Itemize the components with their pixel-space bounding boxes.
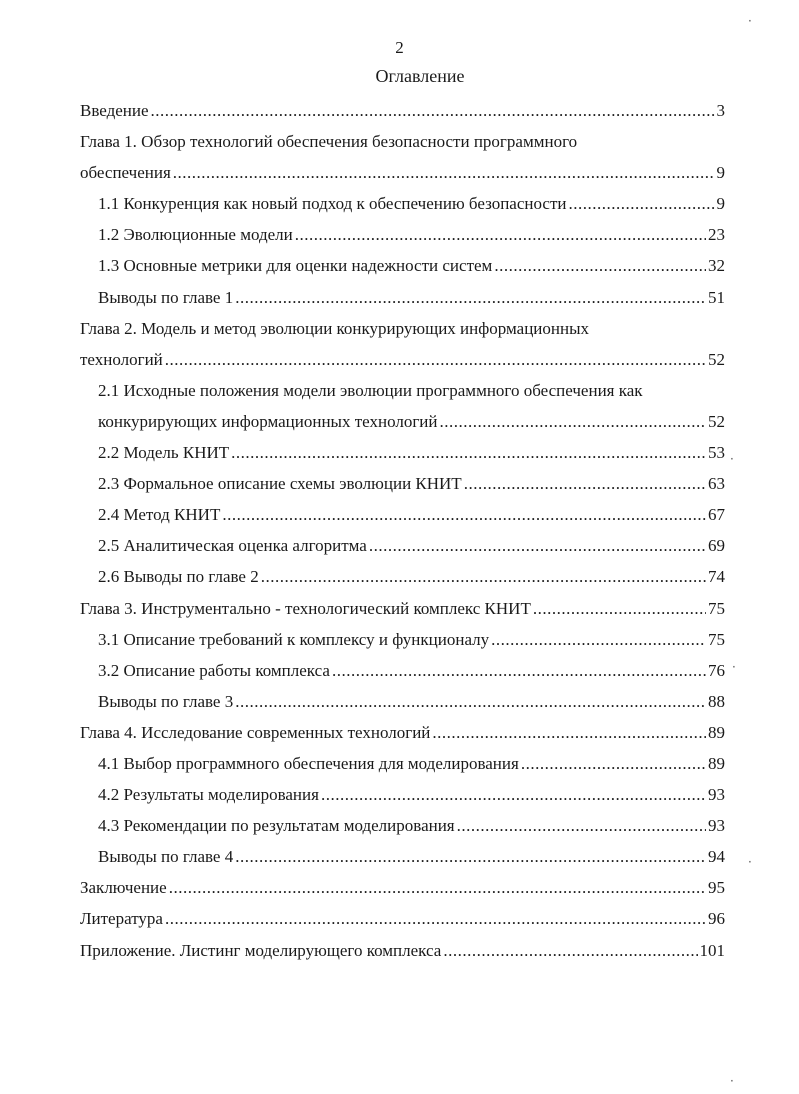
toc-entry-text: Приложение. Листинг моделирующего комплекса xyxy=(80,940,442,960)
toc-entry[interactable] xyxy=(80,935,725,966)
toc-entry[interactable] xyxy=(98,624,725,655)
toc-leader-dots xyxy=(165,903,706,934)
toc-leader-dots xyxy=(369,530,706,561)
toc-leader-dots xyxy=(494,250,706,281)
toc-entry[interactable] xyxy=(98,530,725,561)
toc-leader-dots xyxy=(165,344,706,375)
toc-entry-text: 3.2 Описание работы комплекса xyxy=(98,660,330,680)
toc-entry-text: Выводы по главе 4 xyxy=(98,847,234,867)
toc-page-number: 94 xyxy=(708,847,725,867)
toc-entry[interactable] xyxy=(80,95,725,126)
toc-page-number: 96 xyxy=(708,909,725,929)
toc-page-number: 89 xyxy=(708,753,725,773)
toc-page-number: 3 xyxy=(716,101,725,120)
toc-entry[interactable] xyxy=(98,219,725,250)
toc-entry-text: Глава 4. Исследование современных технологий xyxy=(80,722,431,742)
page-number: 2 xyxy=(395,38,404,57)
toc-leader-dots xyxy=(169,872,706,903)
table-of-contents xyxy=(80,95,725,966)
toc-page-number: 89 xyxy=(708,722,725,742)
toc-page-number: 93 xyxy=(708,785,725,805)
toc-page-number: 52 xyxy=(708,349,725,369)
toc-page-number: 9 xyxy=(716,163,725,183)
toc-leader-dots xyxy=(235,841,706,872)
toc-entry[interactable] xyxy=(80,344,725,375)
scan-speck: · xyxy=(730,452,734,466)
toc-page-number: 75 xyxy=(708,598,725,618)
toc-entry[interactable] xyxy=(98,655,725,686)
toc-page-number: 23 xyxy=(708,225,725,245)
toc-entry-text: 1.1 Конкуренция как новый подход к обеспечению безопасности xyxy=(98,194,567,214)
toc-entry-text: Глава 2. Модель и метод эволюции конкурирующих информационных xyxy=(80,318,590,338)
toc-entry-text: Выводы по главе 1 xyxy=(98,287,234,307)
toc-page-number: 88 xyxy=(708,691,725,711)
toc-entry-text: 4.2 Результаты моделирования xyxy=(98,785,319,805)
toc-page-number: 101 xyxy=(699,940,725,960)
toc-leader-dots xyxy=(568,188,714,219)
scan-speck: · xyxy=(748,855,752,869)
toc-entry-text: Введение xyxy=(80,101,149,120)
toc-leader-dots xyxy=(491,624,706,655)
toc-leader-dots xyxy=(464,468,706,499)
toc-entry-text: конкурирующих информационных технологий xyxy=(98,411,438,431)
toc-entry[interactable] xyxy=(80,903,725,934)
toc-leader-dots xyxy=(231,437,706,468)
toc-entry-text: Глава 1. Обзор технологий обеспечения безопасности программного xyxy=(80,132,578,152)
scan-speck: · xyxy=(748,14,752,28)
toc-entry[interactable] xyxy=(98,686,725,717)
toc-entry-text: технологий xyxy=(80,349,163,369)
toc-leader-dots xyxy=(440,406,706,437)
toc-leader-dots xyxy=(235,282,706,313)
toc-entry-heading-line xyxy=(98,375,725,406)
scan-speck: · xyxy=(730,1074,734,1088)
toc-page-number: 75 xyxy=(708,629,725,649)
toc-entry[interactable] xyxy=(80,872,725,903)
toc-entry[interactable] xyxy=(98,188,725,219)
toc-entry[interactable] xyxy=(98,748,725,779)
toc-entry-text: 2.5 Аналитическая оценка алгоритма xyxy=(98,536,367,556)
toc-entry-text: 2.4 Метод КНИТ xyxy=(98,505,221,525)
toc-leader-dots xyxy=(173,157,715,188)
toc-leader-dots xyxy=(432,717,706,748)
toc-entry-text: Заключение xyxy=(80,878,167,898)
toc-page-number: 69 xyxy=(708,536,725,556)
toc-page-number: 76 xyxy=(708,660,725,680)
toc-entry[interactable] xyxy=(98,437,725,468)
toc-leader-dots xyxy=(235,686,706,717)
toc-entry-text: обеспечения xyxy=(80,163,171,183)
toc-entry[interactable] xyxy=(98,499,725,530)
scan-speck: · xyxy=(732,660,736,674)
toc-page-number: 9 xyxy=(716,194,725,214)
toc-page-number: 95 xyxy=(708,878,725,898)
toc-leader-dots xyxy=(443,935,697,966)
toc-page-number: 63 xyxy=(708,474,725,494)
toc-page-number: 51 xyxy=(708,287,725,307)
toc-entry-text: 2.1 Исходные положения модели эволюции программного обеспечения как xyxy=(98,380,643,400)
toc-entry[interactable] xyxy=(80,717,725,748)
toc-entry[interactable] xyxy=(98,779,725,810)
toc-entry-text: Выводы по главе 3 xyxy=(98,691,234,711)
toc-leader-dots xyxy=(222,499,706,530)
toc-entry-text: 4.3 Рекомендации по результатам моделирования xyxy=(98,816,455,836)
toc-entry[interactable] xyxy=(98,810,725,841)
toc-entry[interactable] xyxy=(98,841,725,872)
toc-entry-heading-line xyxy=(80,313,725,344)
toc-entry[interactable] xyxy=(80,157,725,188)
toc-leader-dots xyxy=(295,219,706,250)
toc-entry[interactable] xyxy=(98,561,725,592)
toc-entry-text: 2.6 Выводы по главе 2 xyxy=(98,567,259,587)
toc-entry-text: 1.2 Эволюционные модели xyxy=(98,225,293,245)
toc-entry[interactable] xyxy=(98,468,725,499)
toc-entry[interactable] xyxy=(98,282,725,313)
toc-entry-text: 2.3 Формальное описание схемы эволюции КНИТ xyxy=(98,474,462,494)
toc-title: Оглавление xyxy=(375,66,465,86)
toc-entry-text: 2.2 Модель КНИТ xyxy=(98,443,230,463)
toc-entry-heading-line xyxy=(80,126,725,157)
toc-leader-dots xyxy=(261,561,706,592)
toc-leader-dots xyxy=(332,655,706,686)
toc-entry[interactable] xyxy=(80,593,725,624)
toc-leader-dots xyxy=(151,95,715,126)
toc-leader-dots xyxy=(457,810,706,841)
toc-page-number: 93 xyxy=(708,816,725,836)
toc-leader-dots xyxy=(533,593,706,624)
toc-page-number: 53 xyxy=(708,443,725,463)
toc-entry-text: Глава 3. Инструментально - технологический комплекс КНИТ xyxy=(80,598,531,618)
toc-entry-text: 4.1 Выбор программного обеспечения для моделирования xyxy=(98,753,519,773)
toc-page-number: 52 xyxy=(708,411,725,431)
toc-entry[interactable] xyxy=(98,250,725,281)
toc-entry[interactable] xyxy=(98,406,725,437)
toc-page-number: 67 xyxy=(708,505,725,525)
toc-page-number: 32 xyxy=(708,256,725,276)
toc-leader-dots xyxy=(521,748,706,779)
toc-entry-text: Литература xyxy=(80,909,163,929)
toc-entry-text: 3.1 Описание требований к комплексу и функционалу xyxy=(98,629,490,649)
toc-page-number: 74 xyxy=(708,567,725,587)
toc-entry-text: 1.3 Основные метрики для оценки надежности систем xyxy=(98,256,493,276)
toc-leader-dots xyxy=(321,779,706,810)
